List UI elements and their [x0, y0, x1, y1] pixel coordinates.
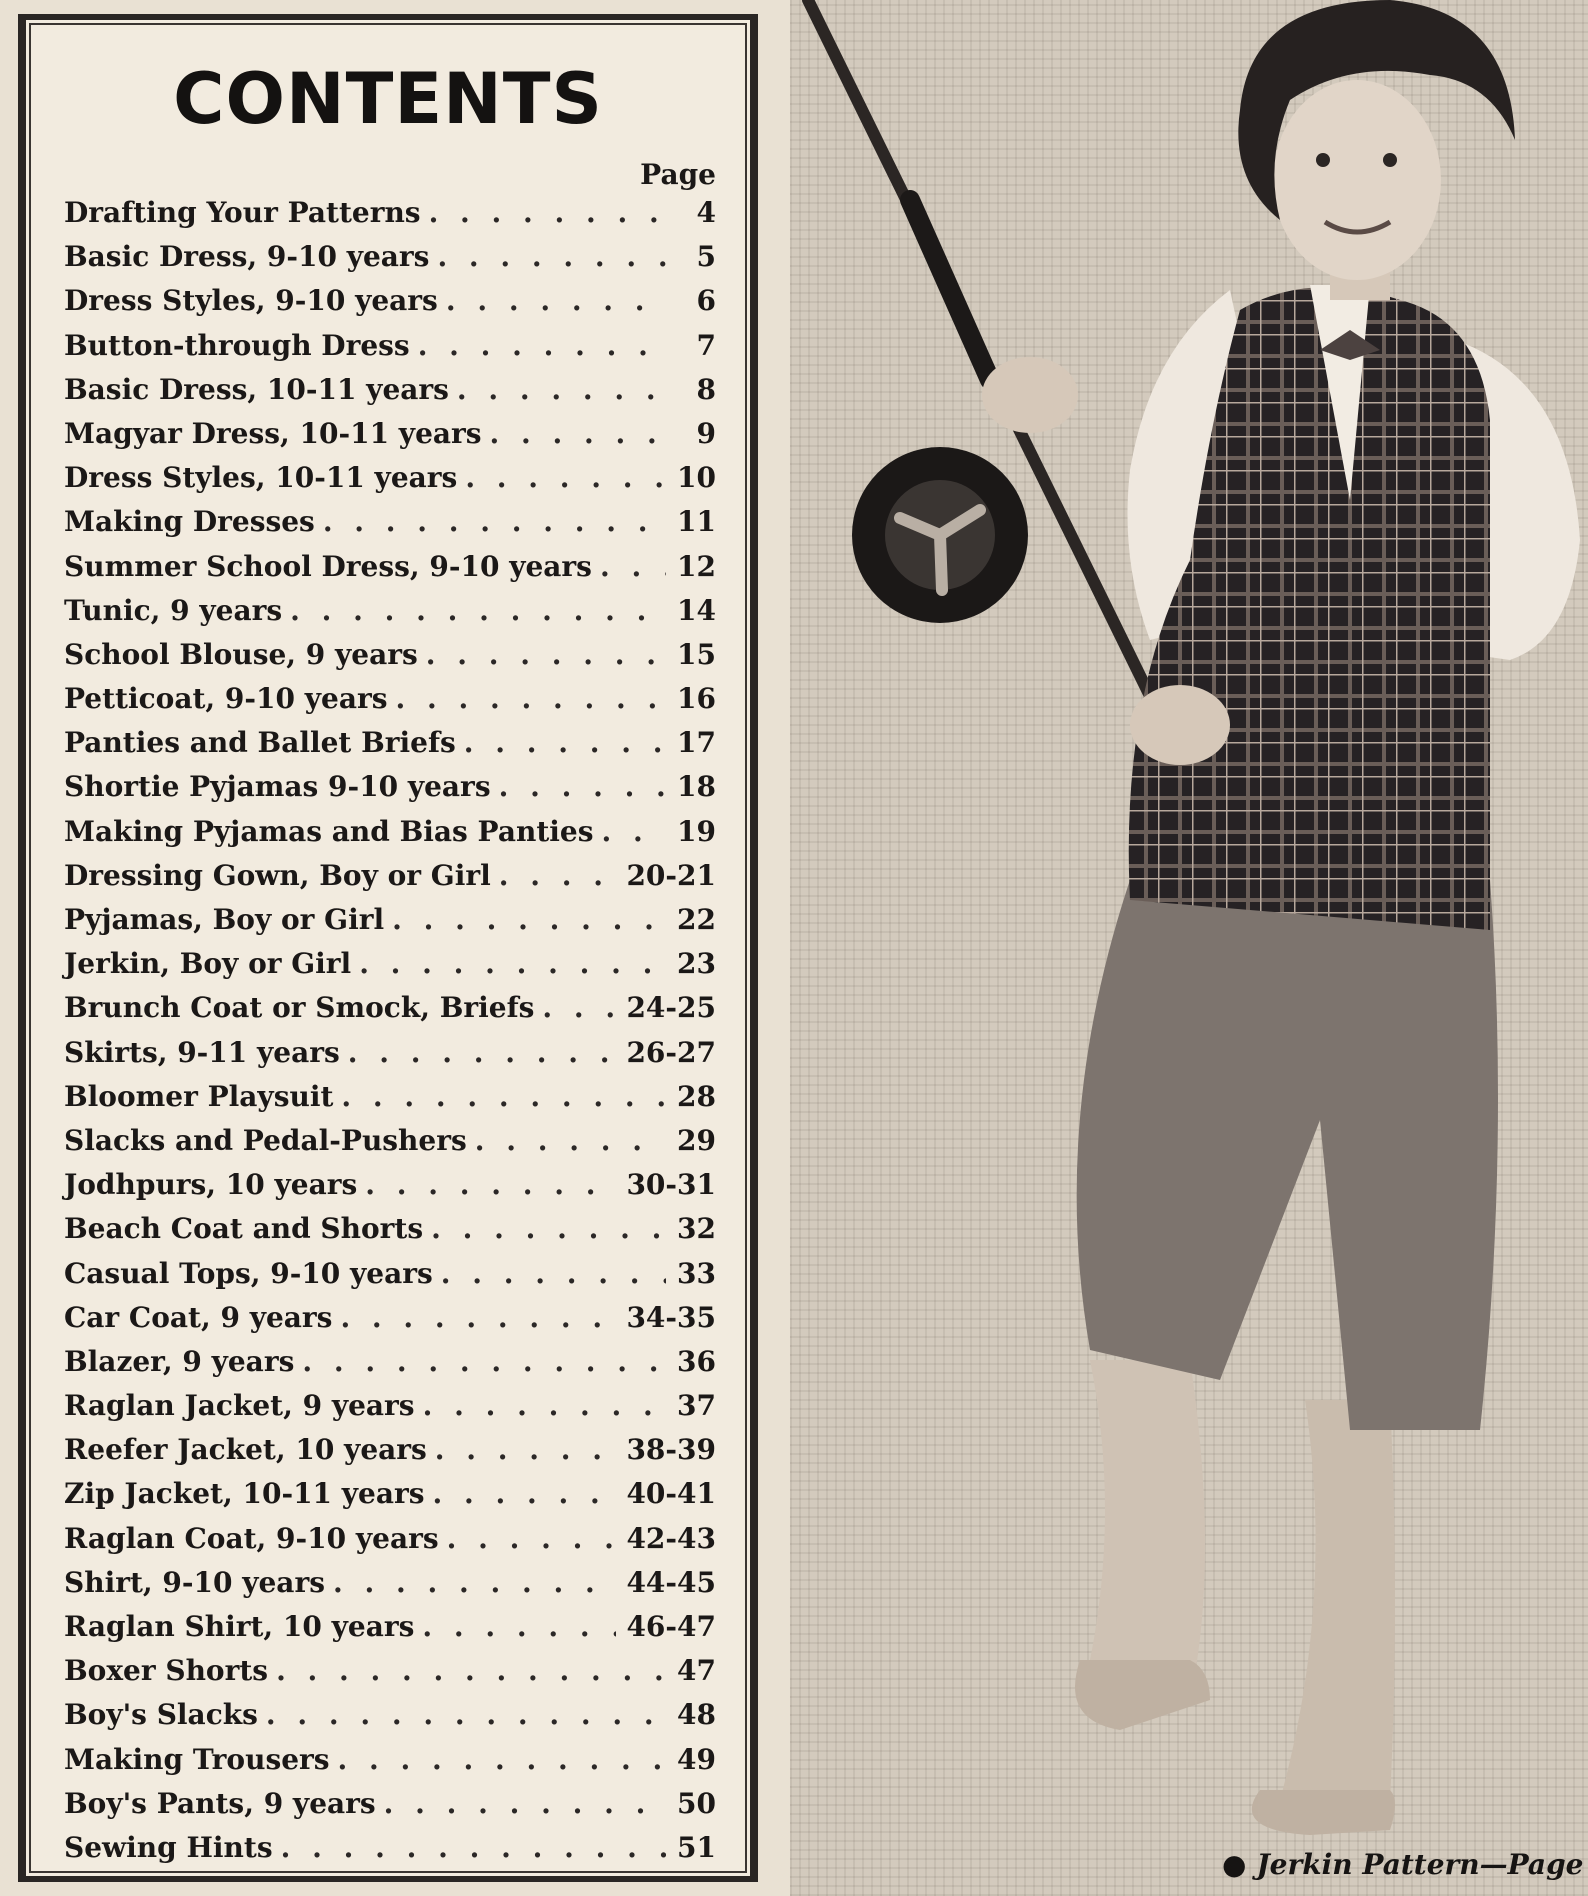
toc-entry	[64, 1345, 716, 1389]
contents-title: CONTENTS	[173, 58, 603, 140]
toc-entry-page: 4	[696, 196, 716, 229]
toc-entry-title: Basic Dress, 10-11 years	[64, 372, 449, 406]
toc-entry-title: Shortie Pyjamas 9-10 years	[64, 770, 491, 804]
toc-dot-leader	[499, 859, 617, 892]
toc-dot-leader	[302, 1345, 666, 1378]
toc-entry-title: School Blouse, 9 years	[64, 637, 418, 671]
trousers	[1077, 880, 1498, 1430]
toc-entry	[64, 1566, 716, 1610]
toc-entry-page: 20-21	[626, 858, 716, 892]
toc-entry-title: Boy's Pants, 9 years	[64, 1786, 376, 1820]
toc-dot-leader	[465, 461, 666, 494]
toc-dot-leader	[457, 373, 666, 406]
toc-dot-leader	[384, 1787, 666, 1820]
toc-dot-leader	[437, 240, 666, 273]
toc-entry-page: 8	[696, 372, 716, 406]
toc-entry	[64, 1698, 716, 1742]
toc-entry-page: 33	[677, 1256, 716, 1290]
toc-entry-page: 15	[677, 637, 716, 671]
toc-entry-page: 36	[677, 1344, 716, 1378]
toc-entry-page: 51	[677, 1830, 716, 1864]
toc-entry-page: 29	[677, 1123, 716, 1157]
toc-dot-leader	[441, 1257, 666, 1290]
toc-entry-title: Summer School Dress, 9-10 years	[64, 549, 592, 583]
right-leg	[1280, 1400, 1395, 1800]
toc-entry	[64, 1787, 716, 1831]
toc-dot-leader	[333, 1566, 616, 1599]
toc-entry	[64, 1743, 716, 1787]
toc-entry	[64, 638, 716, 682]
toc-entry-title: Brunch Coat or Smock, Briefs	[64, 991, 535, 1025]
toc-dot-leader	[464, 726, 666, 759]
toc-entry	[64, 1257, 716, 1301]
toc-dot-leader	[475, 1124, 666, 1157]
toc-entry	[64, 1124, 716, 1168]
toc-entry-title: Raglan Shirt, 10 years	[64, 1610, 415, 1643]
toc-entry-title: Making Pyjamas and Bias Panties	[64, 814, 594, 848]
toc-entry	[64, 594, 716, 638]
toc-entry-page: 22	[677, 903, 716, 936]
toc-entry	[64, 550, 716, 594]
toc-dot-leader	[429, 196, 666, 229]
toc-entry-title: Beach Coat and Shorts	[64, 1212, 424, 1246]
toc-entry-page: 19	[677, 814, 716, 848]
photo-caption	[1222, 1848, 1583, 1881]
toc-entry-page: 24-25	[626, 991, 716, 1025]
toc-entry	[64, 1080, 716, 1124]
toc-entry-title: Panties and Ballet Briefs	[64, 726, 456, 760]
toc-entry-title: Dress Styles, 9-10 years	[64, 284, 438, 318]
toc-entry-title: Magyar Dress, 10-11 years	[64, 416, 482, 450]
toc-entry	[64, 991, 716, 1035]
toc-entry	[64, 1301, 716, 1345]
toc-entry-title: Slacks and Pedal-Pushers	[64, 1123, 467, 1157]
toc-entry	[64, 1168, 716, 1212]
toc-entry	[64, 196, 716, 240]
toc-entry-title: Tunic, 9 years	[64, 593, 283, 627]
toc-entry	[64, 1831, 716, 1875]
toc-entry-page: 26-27	[626, 1035, 716, 1069]
toc-entry	[64, 947, 716, 991]
toc-entry-page: 16	[677, 682, 716, 716]
toc-entry-title: Shirt, 9-10 years	[64, 1565, 325, 1599]
left-hand	[982, 357, 1078, 433]
toc-entry-page: 46-47	[626, 1610, 716, 1643]
toc-dot-leader	[281, 1831, 666, 1864]
toc-entry-page: 49	[677, 1742, 716, 1776]
toc-dot-leader	[490, 417, 666, 450]
toc-entry	[64, 329, 716, 373]
toc-entry	[64, 815, 716, 859]
face	[1273, 80, 1441, 280]
right-hand	[1130, 685, 1230, 765]
toc-entry	[64, 903, 716, 947]
toc-entry-title: Dressing Gown, Boy or Girl	[64, 858, 491, 892]
toc-entry-title: Zip Jacket, 10-11 years	[64, 1477, 425, 1511]
bullet-icon: ●	[1222, 1848, 1247, 1881]
toc-entry-page: 10	[677, 461, 716, 495]
toc-entry-page: 11	[677, 505, 716, 539]
toc-entry-page: 42-43	[626, 1521, 716, 1555]
toc-dot-leader	[433, 1477, 617, 1510]
toc-entry-title: Basic Dress, 9-10 years	[64, 240, 430, 274]
toc-dot-leader	[266, 1698, 666, 1731]
toc-dot-leader	[423, 1389, 666, 1422]
toc-entry	[64, 682, 716, 726]
toc-entry	[64, 1477, 716, 1521]
toc-dot-leader	[395, 682, 666, 715]
toc-entry	[64, 1433, 716, 1477]
toc-entry-title: Jodhpurs, 10 years	[64, 1168, 358, 1202]
toc-entry	[64, 1212, 716, 1256]
toc-entry	[64, 417, 716, 461]
toc-dot-leader	[499, 770, 666, 803]
toc-entry-page: 7	[696, 328, 716, 362]
toc-dot-leader	[447, 1522, 617, 1555]
toc-entry-title: Making Dresses	[64, 505, 315, 539]
toc-entry-page: 32	[677, 1212, 716, 1246]
toc-entry-page: 47	[677, 1654, 716, 1688]
toc-entry-page: 28	[677, 1079, 716, 1113]
toc-entry-title: Skirts, 9-11 years	[64, 1035, 340, 1069]
toc-dot-leader	[348, 1036, 617, 1069]
toc-entry	[64, 859, 716, 903]
toc-entry-page: 6	[696, 284, 716, 318]
toc-entry-title: Casual Tops, 9-10 years	[64, 1256, 433, 1290]
toc-entry-title: Dress Styles, 10-11 years	[64, 461, 458, 495]
toc-entry-title: Drafting Your Patterns	[64, 196, 421, 229]
photo-panel	[790, 0, 1588, 1896]
caption-text: Jerkin Pattern—Page	[1256, 1848, 1584, 1881]
toc-entry	[64, 240, 716, 284]
toc-entry-title: Boxer Shorts	[64, 1654, 269, 1688]
toc-entry	[64, 1522, 716, 1566]
toc-dot-leader	[341, 1080, 666, 1113]
toc-entry-page: 48	[677, 1698, 716, 1732]
toc-dot-leader	[359, 947, 666, 980]
toc-entry	[64, 770, 716, 814]
toc-dot-leader	[338, 1743, 666, 1776]
toc-entry-title: Button-through Dress	[64, 328, 410, 362]
toc-dot-leader	[276, 1654, 666, 1687]
toc-entry	[64, 373, 716, 417]
toc-dot-leader	[542, 991, 616, 1024]
toc-entry	[64, 1610, 716, 1654]
toc-entry	[64, 284, 716, 328]
toc-entry-title: Petticoat, 9-10 years	[64, 682, 388, 716]
toc-dot-leader	[435, 1433, 617, 1466]
toc-dot-leader	[290, 594, 666, 627]
toc-entry-page: 5	[696, 240, 716, 274]
toc-entry-title: Blazer, 9 years	[64, 1344, 295, 1378]
toc-entry-page: 30-31	[626, 1168, 716, 1202]
contents-panel	[18, 14, 758, 1882]
toc-dot-leader	[446, 284, 666, 317]
toc-entry-title: Car Coat, 9 years	[64, 1300, 333, 1334]
page-column-heading: Page	[640, 158, 716, 191]
toc-entry-title: Making Trousers	[64, 1742, 330, 1776]
toc-dot-leader	[422, 1610, 616, 1643]
toc-entry	[64, 1389, 716, 1433]
toc-entry-page: 40-41	[626, 1477, 716, 1511]
toc-dot-leader	[392, 903, 666, 936]
toc-entry-page: 9	[696, 416, 716, 450]
toc-entry-page: 23	[677, 947, 716, 981]
toc-entry	[64, 1654, 716, 1698]
toc-dot-leader	[431, 1212, 666, 1245]
toc-entry-title: Bloomer Playsuit	[64, 1079, 334, 1113]
photo-illustration	[790, 0, 1588, 1896]
toc-list	[64, 196, 716, 1875]
toc-dot-leader	[426, 638, 666, 671]
toc-dot-leader	[418, 329, 666, 362]
toc-entry-title: Boy's Slacks	[64, 1698, 258, 1732]
toc-dot-leader	[601, 815, 666, 848]
toc-entry	[64, 726, 716, 770]
toc-entry-title: Sewing Hints	[64, 1830, 273, 1864]
toc-entry-page: 37	[677, 1389, 716, 1423]
toc-entry	[64, 1036, 716, 1080]
toc-entry-page: 34-35	[626, 1300, 716, 1334]
toc-entry-title: Jerkin, Boy or Girl	[64, 947, 352, 981]
toc-dot-leader	[600, 550, 666, 583]
toc-entry-page: 44-45	[626, 1565, 716, 1599]
toc-entry-page: 50	[677, 1786, 716, 1820]
toc-entry-title: Raglan Jacket, 9 years	[64, 1389, 415, 1423]
toc-entry-page: 18	[677, 770, 716, 804]
toc-entry-title: Raglan Coat, 9-10 years	[64, 1521, 439, 1555]
toc-dot-leader	[323, 505, 666, 538]
toc-dot-leader	[340, 1301, 616, 1334]
toc-entry-page: 12	[677, 549, 716, 583]
toc-entry-page: 38-39	[626, 1433, 716, 1467]
toc-entry-title: Reefer Jacket, 10 years	[64, 1433, 427, 1467]
toc-entry	[64, 461, 716, 505]
toc-entry-page: 14	[677, 593, 716, 627]
left-leg	[1090, 1360, 1205, 1700]
toc-dot-leader	[365, 1168, 616, 1201]
toc-entry-title: Pyjamas, Boy or Girl	[64, 903, 385, 936]
toc-entry	[64, 505, 716, 549]
toc-entry-page: 17	[677, 726, 716, 760]
